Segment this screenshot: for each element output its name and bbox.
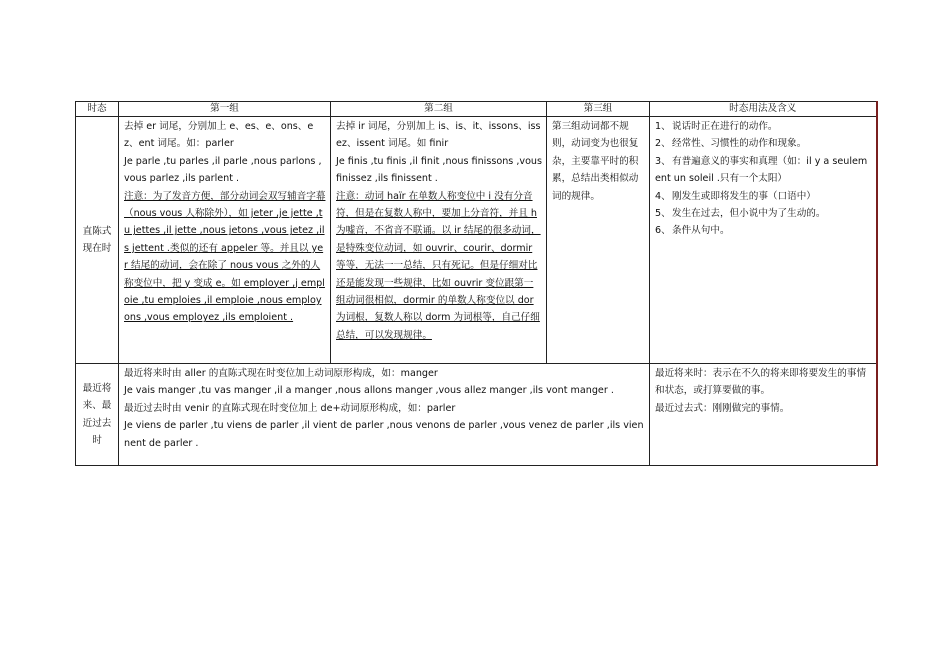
grammar-table bbox=[75, 101, 878, 466]
header-tense: 时态 bbox=[76, 102, 119, 117]
usage-list bbox=[655, 118, 872, 240]
usage-item: 3、有普遍意义的事实和真理（如：il y a seulement un soleil .只有一个太阳） bbox=[655, 155, 868, 185]
usage-item: 1、说话时正在进行的动作。 bbox=[655, 121, 778, 132]
near-past-rule: 最近过去时由 venir 的直陈式现在时变位加上 de+动词原形构成，如：parler bbox=[124, 402, 456, 414]
tense-present-label: 直陈式现在时 bbox=[76, 117, 119, 364]
group1-conjugation: Je parle ,tu parles ,il parle ,nous parlons ,vous parlez ,ils parlent . bbox=[124, 155, 322, 185]
near-tense-content bbox=[119, 364, 650, 466]
tense-near-label: 最近将来、最近过去时 bbox=[76, 364, 119, 466]
near-past-usage: 最近过去式：刚刚做完的事情。 bbox=[655, 402, 790, 414]
row-present-tense bbox=[76, 117, 877, 364]
near-past-example: Je viens de parler ,tu viens de parler ,il vient de parler ,nous venons de parler ,vous venez de parler ,ils viennent de parler . bbox=[124, 420, 644, 449]
group2-conjugation: Je finis ,tu finis ,il finit ,nous finissons ,vous finissez ,ils finissent . bbox=[336, 155, 543, 185]
row-near-future-past bbox=[76, 364, 877, 466]
usage-cell-near bbox=[650, 364, 877, 466]
group2-cell bbox=[331, 117, 547, 364]
group2-note: 注意：动词 haïr 在单数人称变位中 i 没有分音符，但是在复数人称中，要加上分音符，并且 h 为嘘音，不省音不联诵。以 ir 结尾的很多动词，是特殊变位动词，如 ouvrir、courir、dormir 等等，无法一一总结，只有死记。但是仔细对比还是能发现一些规律，比如 ouvrir 变位跟第一组动词很相似，dormir 的单数人称变位以 dor 为词根，复数人称以 dorm 为词根等，自己仔细总结，可以发现规律。 bbox=[336, 190, 541, 341]
usage-item: 5、发生在过去，但小说中为了生动的。 bbox=[655, 208, 826, 220]
header-usage: 时态用法及含义 bbox=[650, 102, 877, 117]
usage-item: 2、经常性、习惯性的动作和现象。 bbox=[655, 138, 807, 150]
group1-note: 注意：为了发音方便，部分动词会双写辅音字幕（nous vous 人称除外），如 jeter ,je jette ,tu jettes ,il jette ,nous jetons ,vous jetez ,ils jettent .类似的还有 appeler 等。并且以 yer 结尾的动词，会在除了 nous vous 之外的人称变位中，把 y 变成 e。如 employer ,j emploie ,tu emploies ,il emploie ,nous employons ,vous employez ,ils emploient . bbox=[124, 190, 326, 324]
header-row bbox=[76, 102, 877, 117]
usage-item: 6、条件从句中。 bbox=[655, 225, 730, 237]
group2-intro: 去掉 ir 词尾，分别加上 is、is、it、issons、issez、issent 词尾。如 finir bbox=[336, 121, 541, 150]
header-group2: 第二组 bbox=[331, 102, 547, 117]
group3-cell: 第三组动词都不规则，动词变为也很复杂，主要靠平时的积累，总结出类相似动词的规律。 bbox=[547, 117, 650, 364]
usage-cell-present bbox=[650, 117, 877, 364]
header-group1: 第一组 bbox=[119, 102, 331, 117]
near-future-usage: 最近将来时：表示在不久的将来即将要发生的事情和状态，或打算要做的事。 bbox=[655, 368, 867, 397]
group1-cell bbox=[119, 117, 331, 364]
near-future-example: Je vais manger ,tu vas manger ,il a manger ,nous allons manger ,vous allez manger ,ils vont manger . bbox=[124, 385, 614, 397]
usage-item: 4、刚发生或即将发生的事（口语中） bbox=[655, 190, 816, 202]
near-future-rule: 最近将来时由 aller 的直陈式现在时变位加上动词原形构成，如：manger bbox=[124, 368, 438, 379]
group1-intro: 去掉 er 词尾，分别加上 e、es、e、ons、ez、ent 词尾。如：parler bbox=[124, 121, 314, 150]
header-group3: 第三组 bbox=[547, 102, 650, 117]
